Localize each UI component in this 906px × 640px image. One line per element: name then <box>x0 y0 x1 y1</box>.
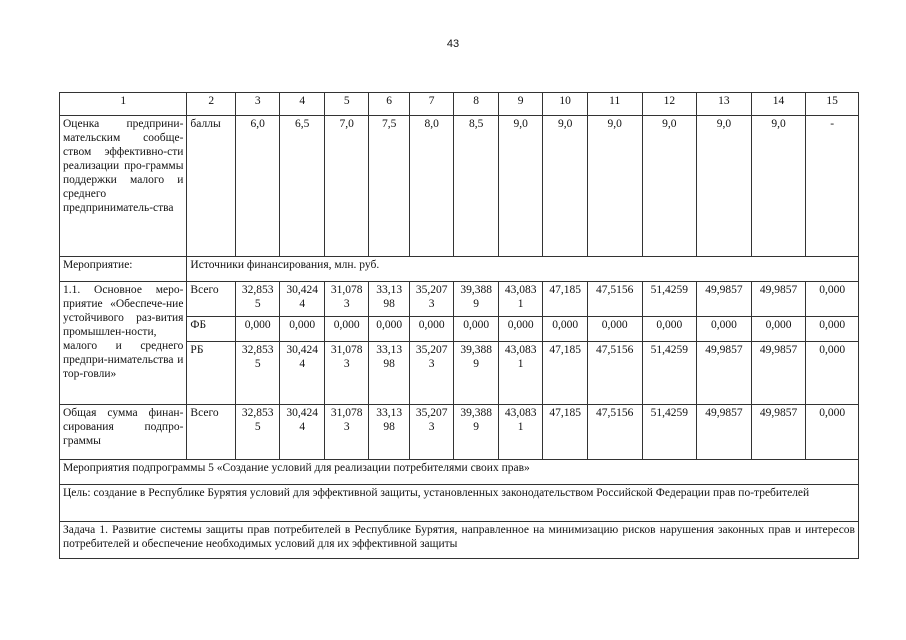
value-cell: 39,388 9 <box>454 282 499 317</box>
value-cell: 30,424 4 <box>280 282 325 317</box>
column-number-cell: 14 <box>751 93 806 116</box>
value-cell: 47,5156 <box>587 405 642 460</box>
column-number-cell: 11 <box>587 93 642 116</box>
value-cell: 35,207 3 <box>409 342 454 405</box>
value-cell: 47,185 <box>543 405 588 460</box>
value-cell: 32,853 5 <box>235 405 280 460</box>
event-row <box>60 257 859 282</box>
page-number: 43 <box>446 38 460 50</box>
value-cell: 0,000 <box>806 342 859 405</box>
value-cell: 31,078 3 <box>324 342 369 405</box>
value-cell: 0,000 <box>454 317 499 342</box>
value-cell: 0,000 <box>409 317 454 342</box>
financing-table <box>59 92 859 559</box>
value-cell: 30,424 4 <box>280 342 325 405</box>
indicator-label-cell: Оценка предприни-мательским сообще-ством эффективно-сти реализации про-граммы поддержки малого и среднего предприниматель-ства <box>60 116 187 257</box>
value-cell: 49,9857 <box>697 342 752 405</box>
value-cell: 8,0 <box>409 116 454 257</box>
value-cell: 0,000 <box>806 317 859 342</box>
value-cell: 33,13 98 <box>369 405 409 460</box>
column-number-cell: 7 <box>409 93 454 116</box>
value-cell: 51,4259 <box>642 282 697 317</box>
value-cell: 43,083 1 <box>498 282 543 317</box>
task-row <box>60 522 859 559</box>
value-cell: 31,078 3 <box>324 405 369 460</box>
event-label-cell: Мероприятие: <box>60 257 187 282</box>
column-number-cell: 15 <box>806 93 859 116</box>
value-cell: 9,0 <box>543 116 588 257</box>
value-cell: 47,185 <box>543 282 588 317</box>
value-cell: 32,853 5 <box>235 342 280 405</box>
value-cell: 43,083 1 <box>498 342 543 405</box>
value-cell: 49,9857 <box>751 405 806 460</box>
column-number-cell: 8 <box>454 93 499 116</box>
funding-source-cell: РБ <box>187 342 236 405</box>
value-cell: 47,5156 <box>587 342 642 405</box>
header-row <box>60 93 859 116</box>
value-cell: 0,000 <box>587 317 642 342</box>
value-cell: 0,000 <box>498 317 543 342</box>
value-cell: 6,0 <box>235 116 280 257</box>
value-cell: 33,13 98 <box>369 342 409 405</box>
value-cell: 32,853 5 <box>235 282 280 317</box>
column-number-cell: 13 <box>697 93 752 116</box>
subprogram-row <box>60 460 859 485</box>
value-cell: 35,207 3 <box>409 405 454 460</box>
value-cell: 7,0 <box>324 116 369 257</box>
value-cell: 0,000 <box>543 317 588 342</box>
value-cell: 0,000 <box>235 317 280 342</box>
value-cell: 51,4259 <box>642 405 697 460</box>
value-cell: 49,9857 <box>751 282 806 317</box>
value-cell: - <box>806 116 859 257</box>
value-cell: 0,000 <box>751 317 806 342</box>
value-cell: 39,388 9 <box>454 405 499 460</box>
value-cell: 9,0 <box>498 116 543 257</box>
funding-source-cell: Всего <box>187 282 236 317</box>
value-cell: 9,0 <box>697 116 752 257</box>
task-cell: Задача 1. Развитие системы защиты прав потребителей в Республике Бурятия, направленное на минимизацию рисков нарушения законных прав и интересов потребителей и обеспечение необходимых условий для их эффективной защиты <box>60 522 859 559</box>
subprogram-title-cell: Мероприятия подпрограммы 5 «Создание условий для реализации потребителями своих прав» <box>60 460 859 485</box>
value-cell: 9,0 <box>751 116 806 257</box>
value-cell: 49,9857 <box>751 342 806 405</box>
value-cell: 7,5 <box>369 116 409 257</box>
column-number-cell: 12 <box>642 93 697 116</box>
value-cell: 0,000 <box>324 317 369 342</box>
value-cell: 6,5 <box>280 116 325 257</box>
column-number-cell: 3 <box>235 93 280 116</box>
value-cell: 31,078 3 <box>324 282 369 317</box>
total-label-cell: Общая сумма финан-сирования подпро-граммы <box>60 405 187 460</box>
value-cell: 9,0 <box>587 116 642 257</box>
column-number-cell: 2 <box>187 93 236 116</box>
value-cell: 0,000 <box>806 405 859 460</box>
value-cell: 33,13 98 <box>369 282 409 317</box>
funding-row <box>60 282 859 317</box>
column-number-cell: 6 <box>369 93 409 116</box>
column-number-cell: 4 <box>280 93 325 116</box>
value-cell: 39,388 9 <box>454 342 499 405</box>
value-cell: 43,083 1 <box>498 405 543 460</box>
goal-row <box>60 485 859 522</box>
value-cell: 0,000 <box>642 317 697 342</box>
column-number-cell: 10 <box>543 93 588 116</box>
column-number-cell: 1 <box>60 93 187 116</box>
value-cell: 35,207 3 <box>409 282 454 317</box>
value-cell: 0,000 <box>369 317 409 342</box>
total-row <box>60 405 859 460</box>
value-cell: 9,0 <box>642 116 697 257</box>
value-cell: 47,185 <box>543 342 588 405</box>
value-cell: 0,000 <box>280 317 325 342</box>
value-cell: 0,000 <box>697 317 752 342</box>
column-number-cell: 9 <box>498 93 543 116</box>
value-cell: 0,000 <box>806 282 859 317</box>
value-cell: 49,9857 <box>697 405 752 460</box>
unit-cell: баллы <box>187 116 236 257</box>
event-1-1-label-cell: 1.1. Основное меро-приятие «Обеспече-ние устойчивого раз-вития промышлен-ности, малого и среднего предпри-нимательства и тор-говли» <box>60 282 187 405</box>
rating-row <box>60 116 859 257</box>
goal-cell: Цель: создание в Республике Бурятия условий для эффективной защиты, установленных законодательством Российской Федерации прав по-требителей <box>60 485 859 522</box>
value-cell: 51,4259 <box>642 342 697 405</box>
column-number-cell: 5 <box>324 93 369 116</box>
funding-source-cell: ФБ <box>187 317 236 342</box>
value-cell: 30,424 4 <box>280 405 325 460</box>
financing-sources-cell: Источники финансирования, млн. руб. <box>187 257 859 282</box>
value-cell: 47,5156 <box>587 282 642 317</box>
value-cell: 49,9857 <box>697 282 752 317</box>
value-cell: 8,5 <box>454 116 499 257</box>
funding-source-cell: Всего <box>187 405 236 460</box>
